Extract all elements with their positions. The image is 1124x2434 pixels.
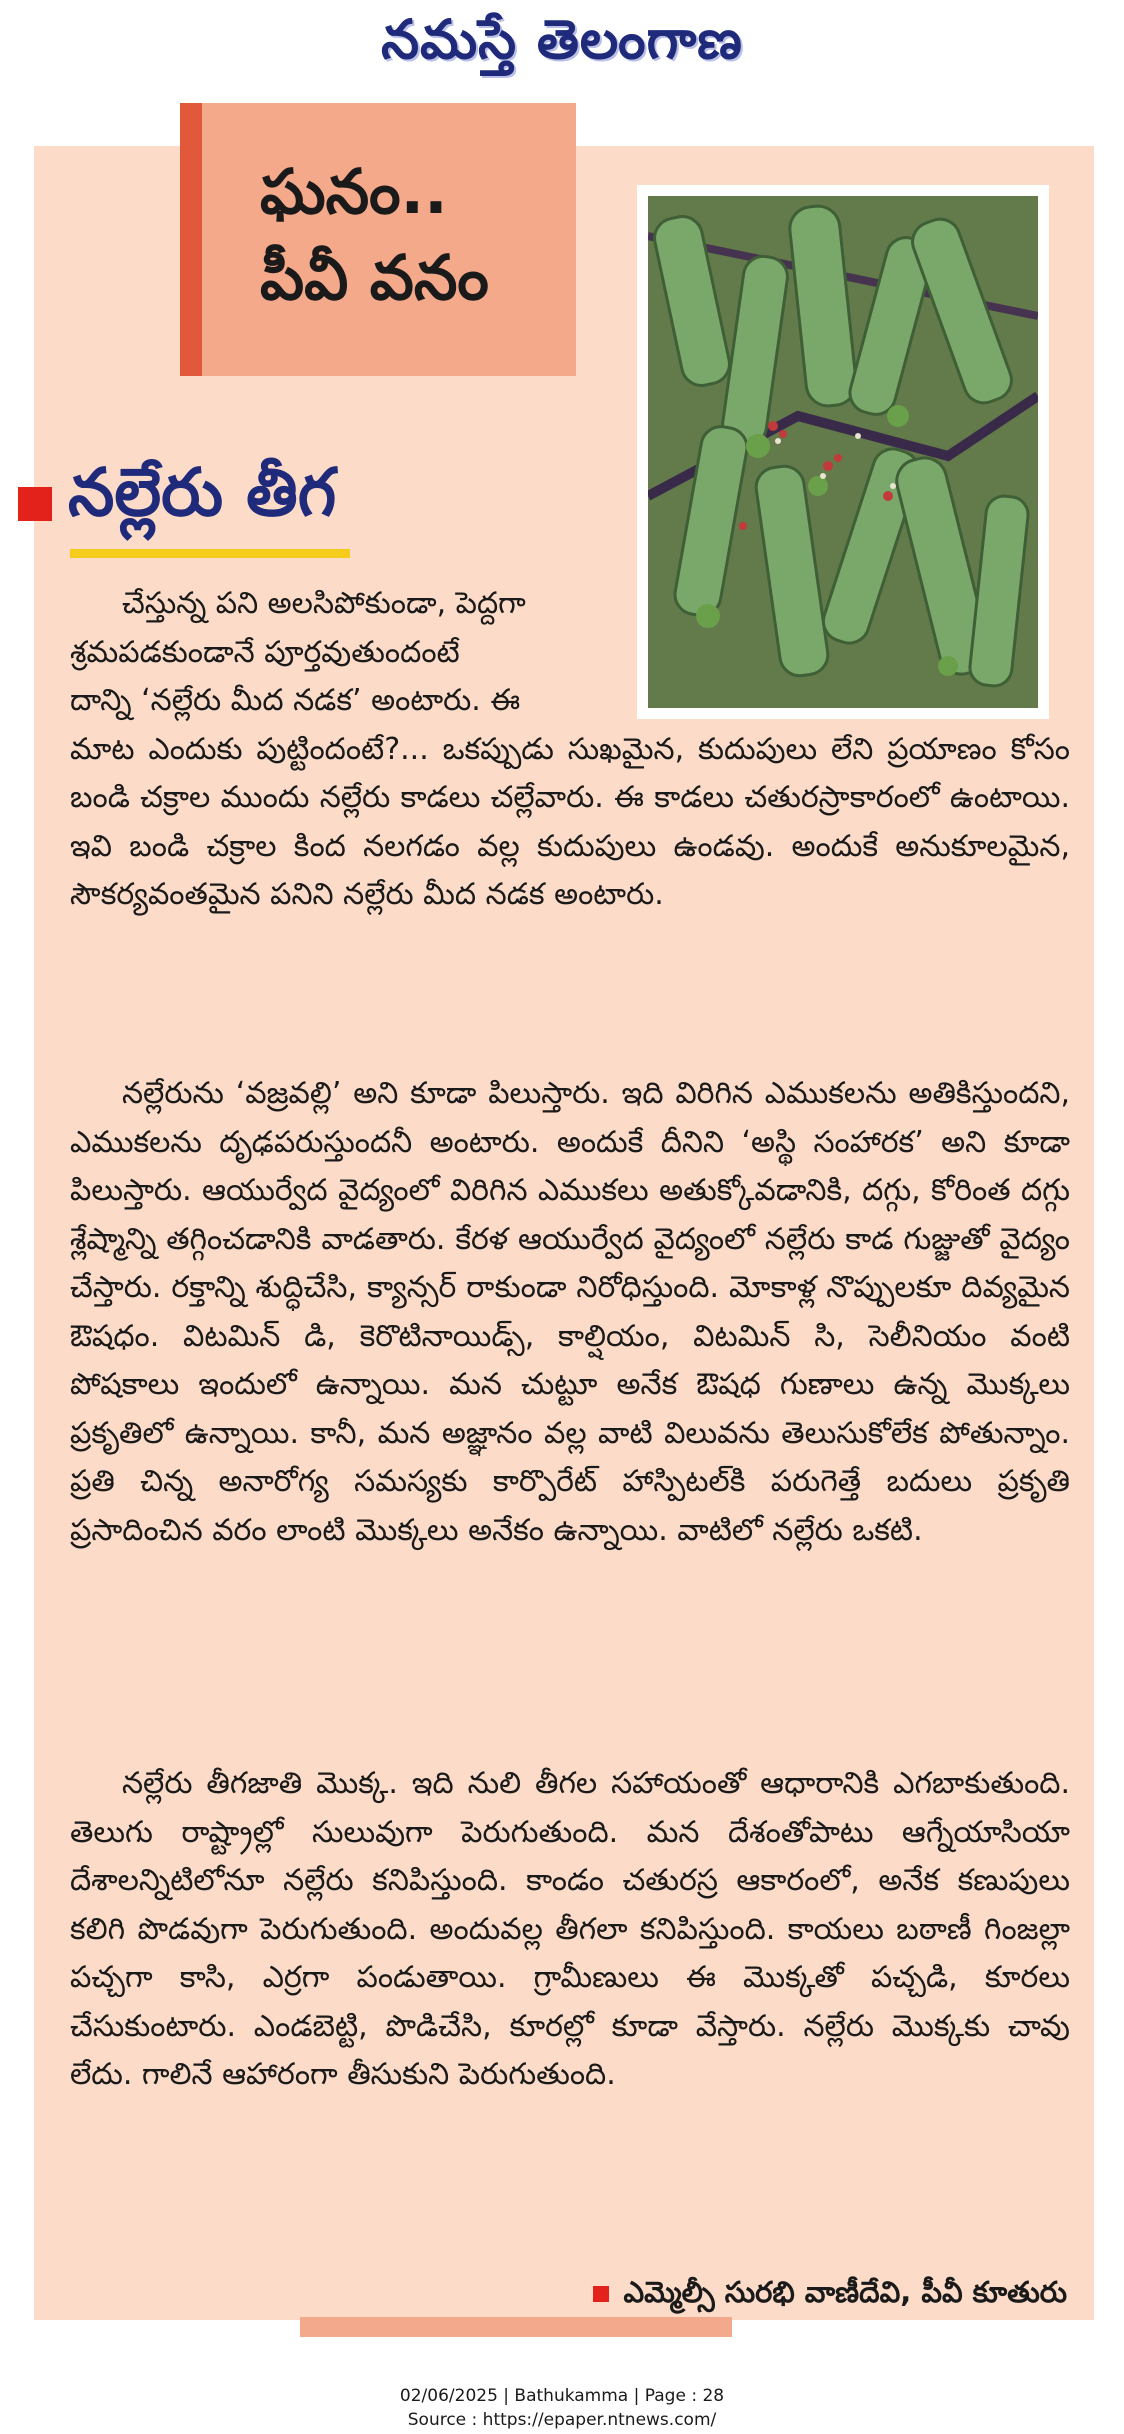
- byline-text: ఎమ్మెల్సీ సురభి వాణీదేవి, పీవీ కూతురు: [623, 2275, 1067, 2309]
- feature-header-box: [180, 103, 576, 376]
- feature-title-line-2: పీవీ వనం: [260, 241, 489, 314]
- article-paragraph-1-rest: మాట ఎందుకు పుట్టిందంటే?... ఒకప్పుడు సుఖమైన, కుదుపులు లేని ప్రయాణం కోసం బండి చక్రాల ముందు నల్లేరు కాడలు చల్లేవారు. ఈ కాడలు చతురస్రాకారంలో ఉంటాయి. ఇవి బండి చక్రాల కింద నలగడం వల్ల కుదుపులు ఉండవు. అందుకే అనుకూలమైన, సౌకర్యవంతమైన పనిని నల్లేరు మీద నడక అంటారు.: [70, 731, 1070, 912]
- byline-marker: [593, 2286, 609, 2302]
- masthead-logo: నమస్తే తెలంగాణ: [381, 8, 743, 71]
- feature-title-line-1: ఘనం..: [260, 155, 448, 228]
- article-paragraph-2: నల్లేరును ‘వజ్రవల్లి’ అని కూడా పిలుస్తారు. ఇది విరిగిన ఎముకలను అతికిస్తుందని, ఎముకలను దృఢపరుస్తుందనీ అంటారు. అందుకే దీనిని ‘అస్థి సంహారక’ అని కూడా పిలుస్తారు. ఆయుర్వేద వైద్యంలో విరిగిన ఎముకలు అతుక్కోవడానికి, దగ్గు, కోరింత దగ్గు శ్లేష్మాన్ని తగ్గించడానికి వాడతారు. కేరళ ఆయుర్వేద వైద్యంలో నల్లేరు కాడ గుజ్జుతో వైద్యం చేస్తారు. రక్తాన్ని శుద్ధిచేసి, క్యాన్సర్ రాకుండా నిరోధిస్తుంది. మోకాళ్ల నొప్పులకూ దివ్యమైన ఔషధం. విటమిన్ డి, కెరొటినాయిడ్స్, కాల్షియం, విటమిన్ సి, సెలీనియం వంటి పోషకాలు ఇందులో ఉన్నాయి. మన చుట్టూ అనేక ఔషధ గుణాలు ఉన్న మొక్కలు ప్రకృతిలో ఉన్నాయి. కానీ, మన అజ్ఞానం వల్ల వాటి విలువను తెలుసుకోలేక పోతున్నాం. ప్రతి చిన్న అనారోగ్య సమస్యకు కార్పొరేట్ హాస్పిటల్‌కి పరుగెత్తే బదులు ప్రకృతి ప్రసాదించిన వరం లాంటి మొక్కలు అనేకం ఉన్నాయి. వాటిలో నల్లేరు ఒకటి.: [70, 1076, 1070, 1548]
- plant-photo: [637, 185, 1049, 719]
- footer-source: Source : https://epaper.ntnews.com/: [407, 2410, 717, 2430]
- article-line: శ్రమపడకుండానే పూర్తవుతుందంటే: [70, 634, 460, 670]
- byline: [593, 2275, 1067, 2317]
- nalleru-vine-illustration: [648, 196, 1038, 708]
- page-footer: [0, 2384, 1124, 2432]
- subheading-marker: [18, 487, 52, 521]
- article-line: దాన్ని ‘నల్లేరు మీద నడక’ అంటారు. ఈ: [70, 683, 521, 718]
- footer-edition-info: 02/06/2025 | Bathukamma | Page : 28: [399, 2386, 725, 2406]
- article-line: చేస్తున్న పని అలసిపోకుండా, పెద్దగా: [122, 586, 526, 621]
- article-paragraph-1-head: [70, 580, 595, 726]
- subheading: నల్లేరు తీగ: [68, 454, 337, 531]
- subheading-underline: [70, 549, 350, 558]
- article-paragraph-3: నల్లేరు తీగజాతి మొక్క. ఇది నులి తీగల సహాయంతో ఆధారానికి ఎగబాకుతుంది. తెలుగు రాష్ట్రాల్లో సులువుగా పెరుగుతుంది. మన దేశంతోపాటు ఆగ్నేయాసియా దేశాలన్నిటిలోనూ నల్లేరు కనిపిస్తుంది. కాండం చతురస్ర ఆకారంలో, అనేక కణుపులు కలిగి పొడవుగా పెరుగుతుంది. అందువల్ల తీగలా కనిపిస్తుంది. కాయలు బఠాణీ గింజల్లా పచ్చగా కాసి, ఎర్రగా పండుతాయి. గ్రామీణులు ఈ మొక్కతో పచ్చడి, కూరలు చేసుకుంటారు. ఎండబెట్టి, పొడిచేసి, కూరల్లో కూడా వేస్తారు. నల్లేరు మొక్కకు చావు లేదు. గాలినే ఆహారంగా తీసుకుని పెరుగుతుంది.: [70, 1766, 1070, 2092]
- panel-bottom-bar: [300, 2317, 732, 2337]
